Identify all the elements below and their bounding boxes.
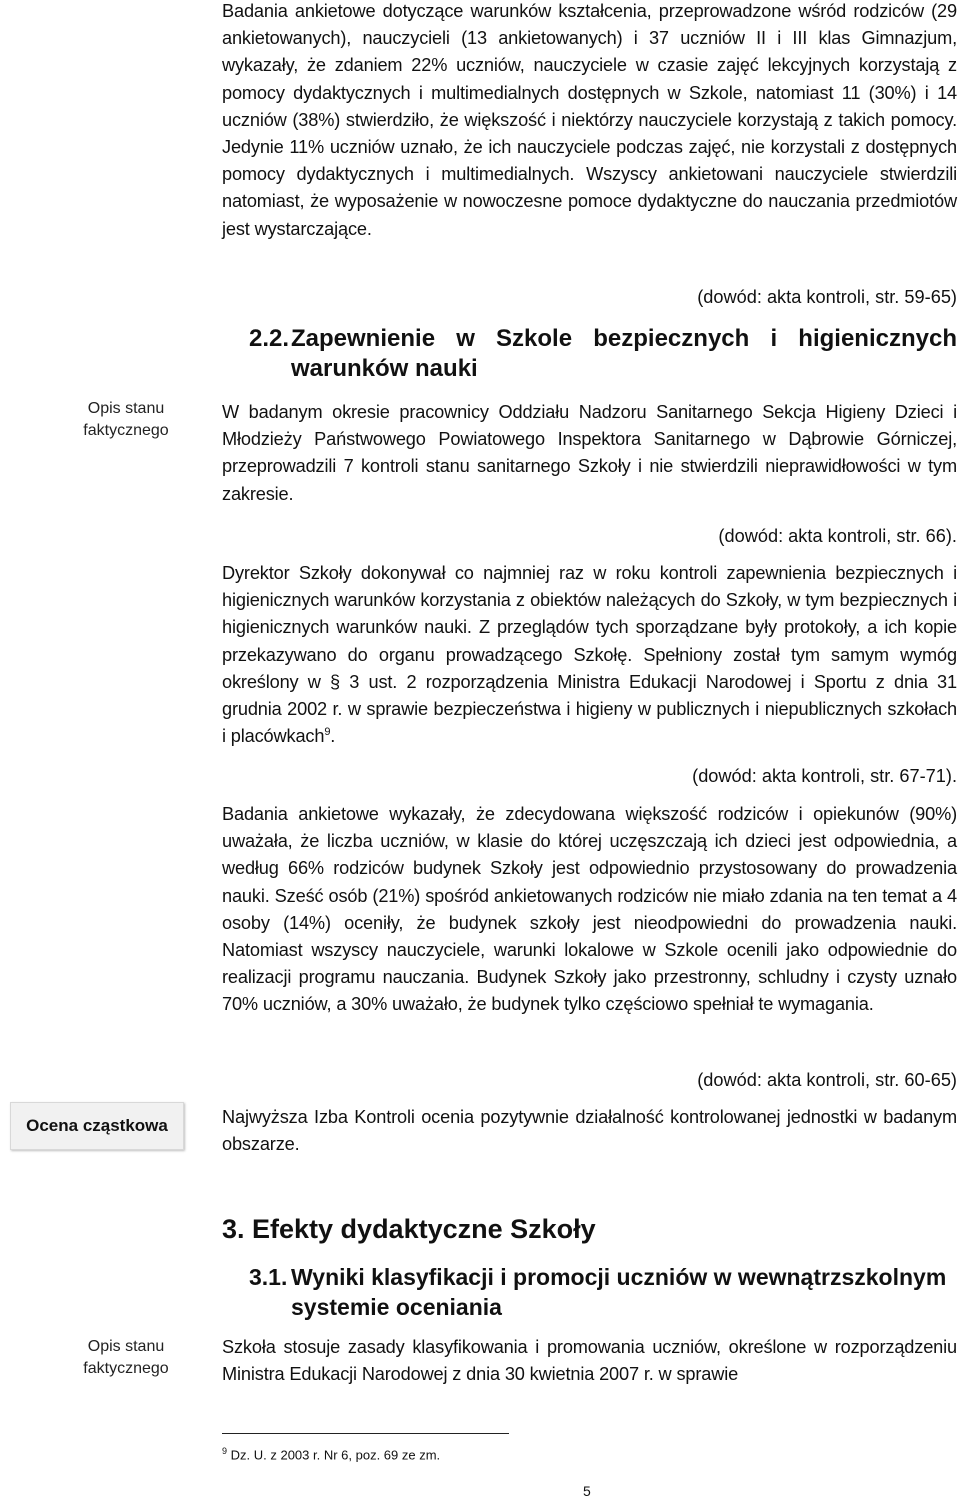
evidence-reference-1: (dowód: akta kontroli, str. 59-65) <box>697 287 957 307</box>
margin-note-factual-description: Opis stanu faktycznego <box>83 400 169 439</box>
evidence-reference-3: (dowód: akta kontroli, str. 67-71). <box>692 766 957 786</box>
footnote-marker: 9 <box>222 1446 228 1456</box>
paragraph-text: Badania ankietowe dotyczące warunków kształcenia, przeprowadzone wśród rodziców (29 ankietowanych), nauczycieli (13 ankietowanych) i 37 uczniów II i III klas Gimnazjum, wykazały, że zdaniem 22% uczniów, nauczyciele w czasie zajęć lekcyjnych korzystają z pomocy dydaktycznych i multimedialnych dostępnych w Szkole, natomiast 11 (30%) i 14 uczniów (38%) stwierdziło, że większość i niektórzy nauczyciele korzystają z takich pomocy. Jedynie 11% uczniów uznało, że ich nauczyciele podczas zajęć, nie korzystali z dostępnych pomocy dydaktycznych i multimedialnych. Wszyscy ankietowani nauczyciele stwierdzili natomiast, że wyposażenie w nowoczesne pomoce dydaktyczne do nauczania przedmiotów jest wystarczające. <box>222 1 957 239</box>
section-heading-2-2 <box>249 324 957 384</box>
paragraph-text: Szkoła stosuje zasady klasyfikowania i promowania uczniów, określone w rozporządzeniu Ministra Edukacji Narodowej z dnia 30 kwietnia 2007 r. w sprawie <box>222 1337 957 1385</box>
paragraph-classification-rules <box>222 1334 957 1388</box>
paragraph-text: Najwyższa Izba Kontroli ocenia pozytywnie działalność kontrolowanej jednostki w badanym obszarze. <box>222 1107 957 1155</box>
margin-note-factual-description-2: Opis stanu faktycznego <box>83 1338 169 1377</box>
paragraph-survey-building <box>222 801 957 1019</box>
paragraph-survey-teaching-aids <box>222 0 957 243</box>
section-number: 2.2. <box>249 325 290 352</box>
paragraph-text: Badania ankietowe wykazały, że zdecydowana większość rodziców i opiekunów (90%) uważała, że liczba uczniów, w klasie do której uczęszczają ich dzieci jest odpowiednia, a według 66% rodziców budynek Szkoły jest odpowiednio przystosowany do prowadzenia nauki. Sześć osób (21%) spośród ankietowanych rodziców nie miało zdania na ten temat a 4 osoby (14%) oceniły, że budynek szkoły jest nieodpowiedni do prowadzenia nauki. Natomiast wszyscy nauczyciele, warunki lokalowe w Szkole ocenili jako odpowiednie do realizacji programu nauczania. Budynek Szkoły jako przestronny, schludny i czysty uznało 70% uczniów, a 30% uważało, że budynek tylko częściowo spełniał te wymagania. <box>222 804 957 1015</box>
paragraph-sanitary-inspections <box>222 399 957 508</box>
evidence-reference-2: (dowód: akta kontroli, str. 66). <box>718 526 957 546</box>
margin-box-partial-assessment <box>10 1102 184 1150</box>
paragraph-nik-assessment <box>222 1104 957 1158</box>
page-number: 5 <box>583 1483 591 1499</box>
paragraph-end: . <box>330 726 336 747</box>
footnote-text: Dz. U. z 2003 r. Nr 6, poz. 69 ze zm. <box>227 1447 441 1463</box>
footnote-reference[interactable]: 9 <box>324 726 331 739</box>
paragraph-director-inspections <box>222 560 957 750</box>
evidence-reference-4: (dowód: akta kontroli, str. 60-65) <box>697 1070 957 1090</box>
section-title: Zapewnienie w Szkole bezpiecznych i higienicznych warunków nauki <box>291 325 957 382</box>
paragraph-text: W badanym okresie pracownicy Oddziału Nadzoru Sanitarnego Sekcja Higieny Dzieci i Młodzieży Państwowego Powiatowego Inspektora Sanitarnego w Dąbrowie Górniczej, przeprowadzili 7 kontroli stanu sanitarnego Szkoły i nie stwierdzili nieprawidłowości w tym zakresie. <box>222 402 957 504</box>
footnote <box>222 1442 440 1464</box>
section-title: Wyniki klasyfikacji i promocji uczniów w wewnątrzszkolnym systemie oceniania <box>291 1264 947 1320</box>
paragraph-body: Dyrektor Szkoły dokonywał co najmniej raz w roku kontroli zapewnienia bezpiecznych i higienicznych warunków korzystania z obiektów należących do Szkoły, w tym bezpiecznych i higienicznych warunków nauki. Z przeglądów tych sporządzane były protokoły, a ich kopie przekazywano do organu prowadzącego Szkołę. Spełniony został tym samym wymóg określony w § 3 ust. 2 rozporządzenia Ministra Edukacji Narodowej i Sportu z dnia 31 grudnia 2002 r. w sprawie bezpieczeństwa i higieny w publicznych i niepublicznych szkołach i placówkach <box>222 563 957 747</box>
margin-box-label: Ocena cząstkowa <box>26 1116 168 1135</box>
section-heading-3-1 <box>249 1262 959 1322</box>
section-number: 3.1. <box>249 1264 288 1290</box>
paragraph-text <box>222 560 957 750</box>
chapter-heading-3: 3. Efekty dydaktyczne Szkoły <box>222 1214 596 1244</box>
footnote-separator <box>222 1433 509 1434</box>
